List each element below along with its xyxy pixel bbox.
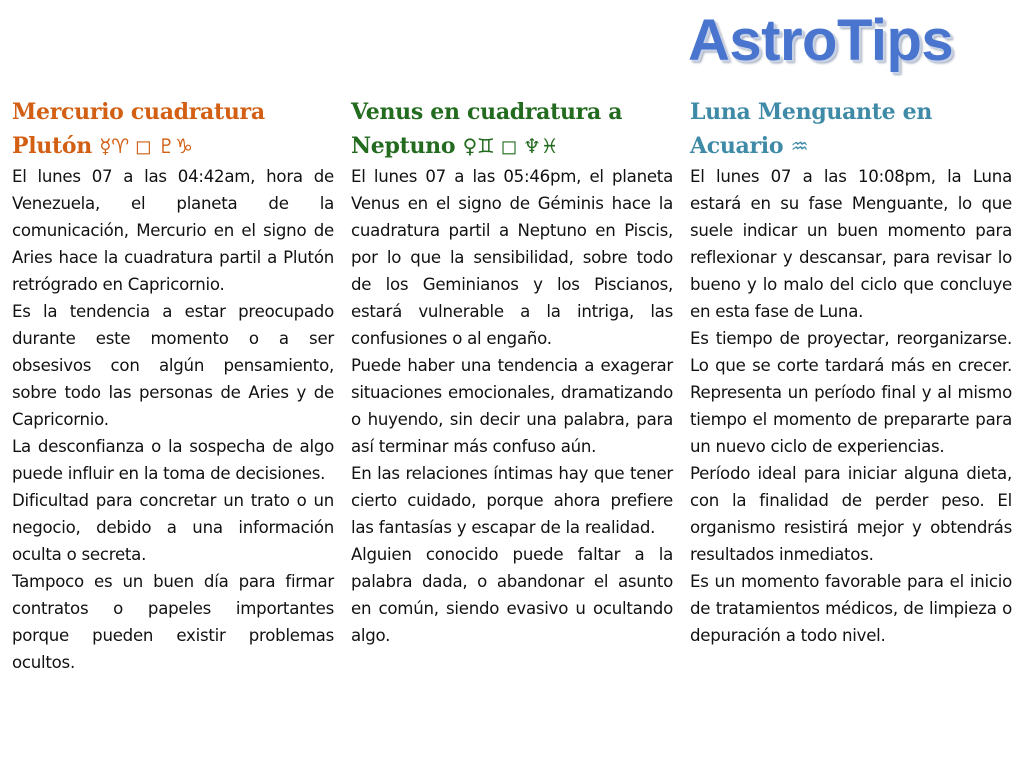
paragraph: Alguien conocido puede faltar a la palabra dada, o abandonar el asunto en común, siendo evasivo u ocultando algo. bbox=[351, 545, 673, 645]
paragraph: El lunes 07 a las 05:46pm, el planeta Venus en el signo de Géminis hace la cuadratura partil a Neptuno en Piscis, por lo que la sensibilidad, sobre todo de los Geminianos y los Piscianos, estará vulnerable a la intriga, las confusiones o al engaño. bbox=[351, 167, 673, 348]
paragraph: El lunes 07 a las 04:42am, hora de Venezuela, el planeta de la comunicación, Mercurio en el signo de Aries hace la cuadratura partil a Plutón retrógrado en Capricornio. bbox=[12, 167, 334, 294]
paragraph: Puede haber una tendencia a exagerar situaciones emocionales, dramatizando o huyendo, sin decir una palabra, para así terminar más confuso aún. bbox=[351, 356, 673, 456]
column-title bbox=[690, 95, 1012, 163]
astrotips-logo: AstroTips bbox=[688, 8, 954, 73]
column-title-text: Mercurio cuadratura Plutón bbox=[12, 99, 265, 159]
column-title bbox=[12, 95, 334, 163]
aquarius-icon: ♒ bbox=[790, 134, 809, 158]
paragraph: Período ideal para iniciar alguna dieta, con la finalidad de perder peso. El organismo resistirá mejor y obtendrás resultados inmediatos. bbox=[690, 464, 1012, 564]
column-title-text: Venus en cuadratura a Neptuno bbox=[351, 99, 623, 159]
paragraph: Dificultad para concretar un trato o un negocio, debido a una información oculta o secreta. bbox=[12, 491, 334, 564]
paragraph: Tampoco es un buen día para firmar contratos o papeles importantes porque pueden existir problemas ocultos. bbox=[12, 572, 334, 672]
column-luna-menguante bbox=[690, 95, 1012, 649]
paragraph: La desconfianza o la sospecha de algo puede influir en la toma de decisiones. bbox=[12, 437, 334, 483]
paragraph: Es la tendencia a estar preocupado durante este momento o a ser obsesivos con algún pensamiento, sobre todo las personas de Aries y de Capricornio. bbox=[12, 302, 334, 429]
column-mercurio-pluton bbox=[12, 95, 334, 676]
paragraph: En las relaciones íntimas hay que tener cierto cuidado, porque ahora prefiere las fantasías y escapar de la realidad. bbox=[351, 464, 673, 537]
column-venus-neptuno bbox=[351, 95, 673, 649]
paragraph: Es tiempo de proyectar, reorganizarse. Lo que se corte tardará más en crecer. Representa un período final y al mismo tiempo el momento de prepararte para un nuevo ciclo de experiencias. bbox=[690, 329, 1012, 456]
astro-symbols-icon: ♀♊ ◻ ♆♓ bbox=[462, 134, 559, 158]
column-title-text: Luna Menguante en Acuario bbox=[690, 99, 933, 159]
paragraph: Es un momento favorable para el inicio de tratamientos médicos, de limpieza o depuración a todo nivel. bbox=[690, 572, 1012, 645]
astro-symbols-icon: ☿♈ ◻ ♇♑ bbox=[99, 134, 193, 158]
paragraph: El lunes 07 a las 10:08pm, la Luna estará en su fase Menguante, lo que suele indicar un buen momento para reflexionar y descansar, para revisar lo bueno y lo malo del ciclo que concluye en esta fase de Luna. bbox=[690, 167, 1012, 321]
column-title bbox=[351, 95, 673, 163]
